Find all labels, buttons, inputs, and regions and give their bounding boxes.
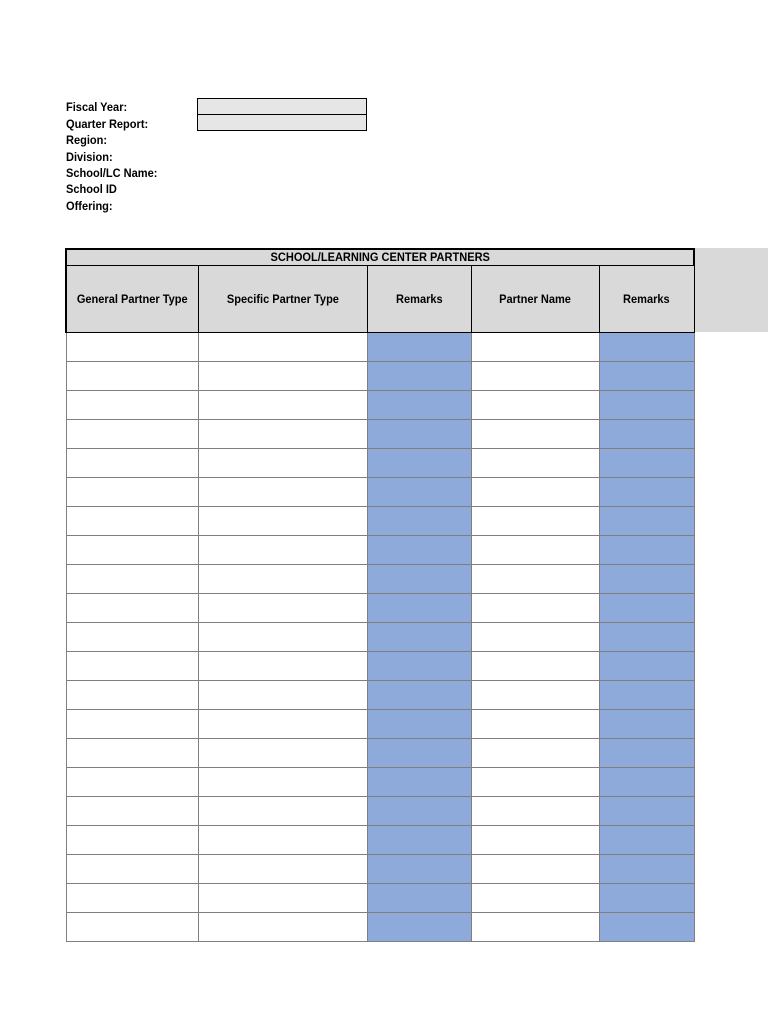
- remarks-2-cell[interactable]: [599, 362, 694, 391]
- table-row: [66, 768, 694, 797]
- specific-partner-type-cell[interactable]: [198, 420, 367, 449]
- specific-partner-type-cell[interactable]: [198, 594, 367, 623]
- remarks-cell[interactable]: [367, 884, 471, 913]
- region-label: Region:: [66, 133, 108, 147]
- remarks-2-cell[interactable]: [599, 855, 694, 884]
- table-title: SCHOOL/LEARNING CENTER PARTNERS: [66, 249, 694, 266]
- specific-partner-type-cell[interactable]: [198, 391, 367, 420]
- partner-name-cell[interactable]: [471, 420, 599, 449]
- specific-partner-type-cell[interactable]: [198, 536, 367, 565]
- partner-name-cell[interactable]: [471, 507, 599, 536]
- table-row: [66, 536, 694, 565]
- general-partner-type-cell[interactable]: [66, 739, 198, 768]
- column-header-partner-name: Partner Name: [471, 266, 599, 333]
- partner-name-cell[interactable]: [471, 855, 599, 884]
- remarks-2-cell[interactable]: [599, 623, 694, 652]
- general-partner-type-cell[interactable]: [66, 652, 198, 681]
- table-row: [66, 855, 694, 884]
- quarter-report-label: Quarter Report:: [66, 117, 149, 131]
- remarks-2-cell[interactable]: [599, 449, 694, 478]
- division-label: Division:: [66, 150, 113, 164]
- specific-partner-type-cell[interactable]: [198, 681, 367, 710]
- general-partner-type-cell[interactable]: [66, 449, 198, 478]
- remarks-cell[interactable]: [367, 391, 471, 420]
- table-row: [66, 478, 694, 507]
- remarks-cell[interactable]: [367, 362, 471, 391]
- partner-name-cell[interactable]: [471, 391, 599, 420]
- remarks-2-cell[interactable]: [599, 768, 694, 797]
- table-row: [66, 739, 694, 768]
- partner-name-cell[interactable]: [471, 797, 599, 826]
- remarks-2-cell[interactable]: [599, 507, 694, 536]
- partner-name-cell[interactable]: [471, 449, 599, 478]
- partner-name-cell[interactable]: [471, 565, 599, 594]
- remarks-cell[interactable]: [367, 913, 471, 942]
- header-shade-extension: [693, 248, 768, 332]
- remarks-2-cell[interactable]: [599, 391, 694, 420]
- remarks-2-cell[interactable]: [599, 681, 694, 710]
- general-partner-type-cell[interactable]: [66, 594, 198, 623]
- remarks-2-cell[interactable]: [599, 536, 694, 565]
- general-partner-type-cell[interactable]: [66, 913, 198, 942]
- specific-partner-type-cell[interactable]: [198, 826, 367, 855]
- general-partner-type-cell[interactable]: [66, 623, 198, 652]
- table-row: [66, 333, 694, 362]
- general-partner-type-cell[interactable]: [66, 797, 198, 826]
- quarter-report-input[interactable]: [197, 114, 367, 131]
- remarks-cell[interactable]: [367, 623, 471, 652]
- remarks-2-cell[interactable]: [599, 797, 694, 826]
- offering-label: Offering:: [66, 199, 113, 213]
- remarks-2-cell[interactable]: [599, 826, 694, 855]
- partner-name-cell[interactable]: [471, 768, 599, 797]
- general-partner-type-cell[interactable]: [66, 362, 198, 391]
- partner-name-cell[interactable]: [471, 623, 599, 652]
- partner-name-cell[interactable]: [471, 681, 599, 710]
- table-row: [66, 826, 694, 855]
- table-row: [66, 681, 694, 710]
- table-row: [66, 913, 694, 942]
- remarks-2-cell[interactable]: [599, 420, 694, 449]
- general-partner-type-cell[interactable]: [66, 710, 198, 739]
- table-row: [66, 594, 694, 623]
- specific-partner-type-cell[interactable]: [198, 623, 367, 652]
- school-id-label: School ID: [66, 182, 117, 196]
- remarks-2-cell[interactable]: [599, 652, 694, 681]
- remarks-cell[interactable]: [367, 420, 471, 449]
- table-row: [66, 884, 694, 913]
- remarks-2-cell[interactable]: [599, 594, 694, 623]
- column-header-specific-partner-type: Specific Partner Type: [198, 266, 367, 333]
- table-row: [66, 623, 694, 652]
- column-header-general-partner-type: General Partner Type: [66, 266, 198, 333]
- general-partner-type-cell[interactable]: [66, 536, 198, 565]
- remarks-2-cell[interactable]: [599, 739, 694, 768]
- specific-partner-type-cell[interactable]: [198, 507, 367, 536]
- general-partner-type-cell[interactable]: [66, 420, 198, 449]
- table-row: [66, 362, 694, 391]
- general-partner-type-cell[interactable]: [66, 565, 198, 594]
- remarks-cell[interactable]: [367, 449, 471, 478]
- table-row: [66, 710, 694, 739]
- remarks-cell[interactable]: [367, 536, 471, 565]
- column-header-remarks-2: Remarks: [599, 266, 694, 333]
- remarks-cell[interactable]: [367, 333, 471, 362]
- table-row: [66, 420, 694, 449]
- specific-partner-type-cell[interactable]: [198, 362, 367, 391]
- table-row: [66, 449, 694, 478]
- remarks-cell[interactable]: [367, 652, 471, 681]
- partner-name-cell[interactable]: [471, 362, 599, 391]
- partner-name-cell[interactable]: [471, 739, 599, 768]
- general-partner-type-cell[interactable]: [66, 768, 198, 797]
- partner-name-cell[interactable]: [471, 913, 599, 942]
- specific-partner-type-cell[interactable]: [198, 652, 367, 681]
- specific-partner-type-cell[interactable]: [198, 478, 367, 507]
- general-partner-type-cell[interactable]: [66, 507, 198, 536]
- remarks-cell[interactable]: [367, 507, 471, 536]
- remarks-2-cell[interactable]: [599, 333, 694, 362]
- specific-partner-type-cell[interactable]: [198, 449, 367, 478]
- table-row: [66, 565, 694, 594]
- specific-partner-type-cell[interactable]: [198, 333, 367, 362]
- remarks-cell[interactable]: [367, 826, 471, 855]
- table-row: [66, 652, 694, 681]
- remarks-cell[interactable]: [367, 739, 471, 768]
- specific-partner-type-cell[interactable]: [198, 565, 367, 594]
- remarks-cell[interactable]: [367, 797, 471, 826]
- remarks-cell[interactable]: [367, 710, 471, 739]
- general-partner-type-cell[interactable]: [66, 391, 198, 420]
- remarks-cell[interactable]: [367, 681, 471, 710]
- remarks-2-cell[interactable]: [599, 565, 694, 594]
- partner-name-cell[interactable]: [471, 710, 599, 739]
- school-lc-name-label: School/LC Name:: [66, 166, 158, 180]
- remarks-cell[interactable]: [367, 594, 471, 623]
- table-row: [66, 507, 694, 536]
- general-partner-type-cell[interactable]: [66, 826, 198, 855]
- remarks-2-cell[interactable]: [599, 884, 694, 913]
- partner-name-cell[interactable]: [471, 478, 599, 507]
- partner-name-cell[interactable]: [471, 826, 599, 855]
- table-body: [66, 333, 694, 942]
- specific-partner-type-cell[interactable]: [198, 913, 367, 942]
- remarks-cell[interactable]: [367, 478, 471, 507]
- general-partner-type-cell[interactable]: [66, 855, 198, 884]
- general-partner-type-cell[interactable]: [66, 333, 198, 362]
- general-partner-type-cell[interactable]: [66, 478, 198, 507]
- partners-table: [65, 248, 695, 942]
- partner-name-cell[interactable]: [471, 536, 599, 565]
- partner-name-cell[interactable]: [471, 884, 599, 913]
- remarks-2-cell[interactable]: [599, 710, 694, 739]
- partner-name-cell[interactable]: [471, 652, 599, 681]
- column-header-remarks: Remarks: [367, 266, 471, 333]
- fiscal-year-input[interactable]: [197, 98, 367, 115]
- specific-partner-type-cell[interactable]: [198, 710, 367, 739]
- remarks-2-cell[interactable]: [599, 913, 694, 942]
- specific-partner-type-cell[interactable]: [198, 797, 367, 826]
- specific-partner-type-cell[interactable]: [198, 884, 367, 913]
- remarks-2-cell[interactable]: [599, 478, 694, 507]
- remarks-cell[interactable]: [367, 565, 471, 594]
- fiscal-year-label: Fiscal Year:: [66, 100, 128, 114]
- specific-partner-type-cell[interactable]: [198, 768, 367, 797]
- general-partner-type-cell[interactable]: [66, 681, 198, 710]
- remarks-cell[interactable]: [367, 768, 471, 797]
- partner-name-cell[interactable]: [471, 594, 599, 623]
- table-row: [66, 797, 694, 826]
- remarks-cell[interactable]: [367, 855, 471, 884]
- specific-partner-type-cell[interactable]: [198, 739, 367, 768]
- table-row: [66, 391, 694, 420]
- partner-name-cell[interactable]: [471, 333, 599, 362]
- specific-partner-type-cell[interactable]: [198, 855, 367, 884]
- general-partner-type-cell[interactable]: [66, 884, 198, 913]
